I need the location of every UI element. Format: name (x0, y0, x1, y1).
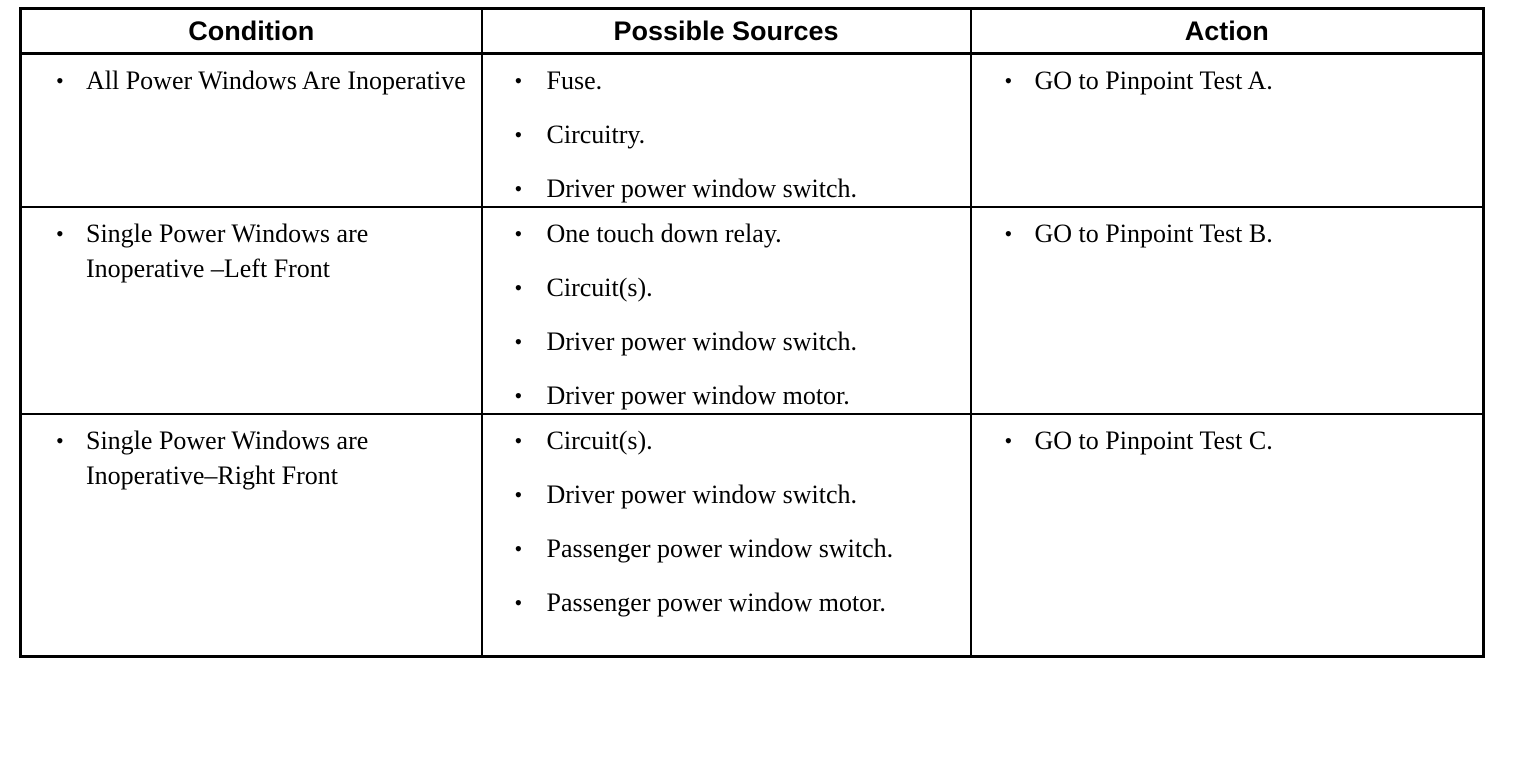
list-item (483, 63, 970, 98)
bullet-icon: • (514, 536, 523, 561)
bullet-icon: • (1004, 221, 1013, 246)
source-text: Circuit(s). (546, 273, 653, 302)
table-row (21, 414, 1484, 657)
source-text: One touch down relay. (546, 219, 782, 248)
source-text: Driver power window switch. (546, 480, 857, 509)
bullet-icon: • (514, 122, 523, 147)
list-item (483, 324, 970, 359)
source-text: Fuse. (546, 66, 603, 95)
source-text: Passenger power window switch. (546, 534, 894, 563)
condition-text: Single Power Windows are Inoperative –Left Front (86, 219, 369, 283)
list-item (483, 585, 970, 620)
bullet-icon: • (514, 590, 523, 615)
header-possible-sources: Possible Sources (482, 9, 971, 54)
action-text: GO to Pinpoint Test A. (1034, 66, 1273, 95)
list-item (483, 117, 970, 152)
bullet-icon: • (1004, 68, 1013, 93)
bullet-icon: • (514, 329, 523, 354)
bullet-icon: • (514, 383, 523, 408)
list-item (483, 216, 970, 251)
action-text: GO to Pinpoint Test B. (1034, 219, 1273, 248)
condition-text: Single Power Windows are Inoperative–Right Front (86, 426, 369, 490)
list-item (483, 378, 970, 413)
bullet-icon: • (514, 428, 523, 453)
list-item (22, 216, 481, 286)
source-text: Circuit(s). (546, 426, 653, 455)
source-text: Passenger power window motor. (546, 588, 886, 617)
list-item (483, 531, 970, 566)
list-item (972, 423, 1483, 458)
header-condition: Condition (21, 9, 482, 54)
condition-cell (21, 207, 482, 414)
header-row (21, 9, 1484, 54)
list-item (483, 423, 970, 458)
list-item (22, 423, 481, 493)
source-text: Driver power window switch. (546, 327, 857, 356)
sources-cell (482, 207, 971, 414)
condition-cell (21, 414, 482, 657)
sources-cell (482, 414, 971, 657)
bullet-icon: • (514, 275, 523, 300)
list-item (22, 63, 481, 98)
bullet-icon: • (56, 68, 64, 93)
sources-cell (482, 54, 971, 208)
source-text: Circuitry. (546, 120, 646, 149)
bullet-icon: • (1004, 428, 1013, 453)
bullet-icon: • (56, 428, 64, 453)
list-item (972, 63, 1483, 98)
condition-cell (21, 54, 482, 208)
list-item (483, 477, 970, 512)
list-item (483, 171, 970, 206)
action-cell (971, 54, 1484, 208)
source-text: Driver power window switch. (546, 174, 857, 203)
bullet-icon: • (514, 221, 523, 246)
bullet-icon: • (56, 221, 64, 246)
bullet-icon: • (514, 68, 523, 93)
bullet-icon: • (514, 176, 523, 201)
diagnosis-table (19, 7, 1485, 658)
action-cell (971, 414, 1484, 657)
table-row (21, 54, 1484, 208)
bullet-icon: • (514, 482, 523, 507)
list-item (483, 270, 970, 305)
table-row (21, 207, 1484, 414)
action-cell (971, 207, 1484, 414)
condition-text: All Power Windows Are Inoperative (86, 66, 466, 95)
action-text: GO to Pinpoint Test C. (1034, 426, 1273, 455)
header-action: Action (971, 9, 1484, 54)
list-item (972, 216, 1483, 251)
source-text: Driver power window motor. (546, 381, 850, 410)
